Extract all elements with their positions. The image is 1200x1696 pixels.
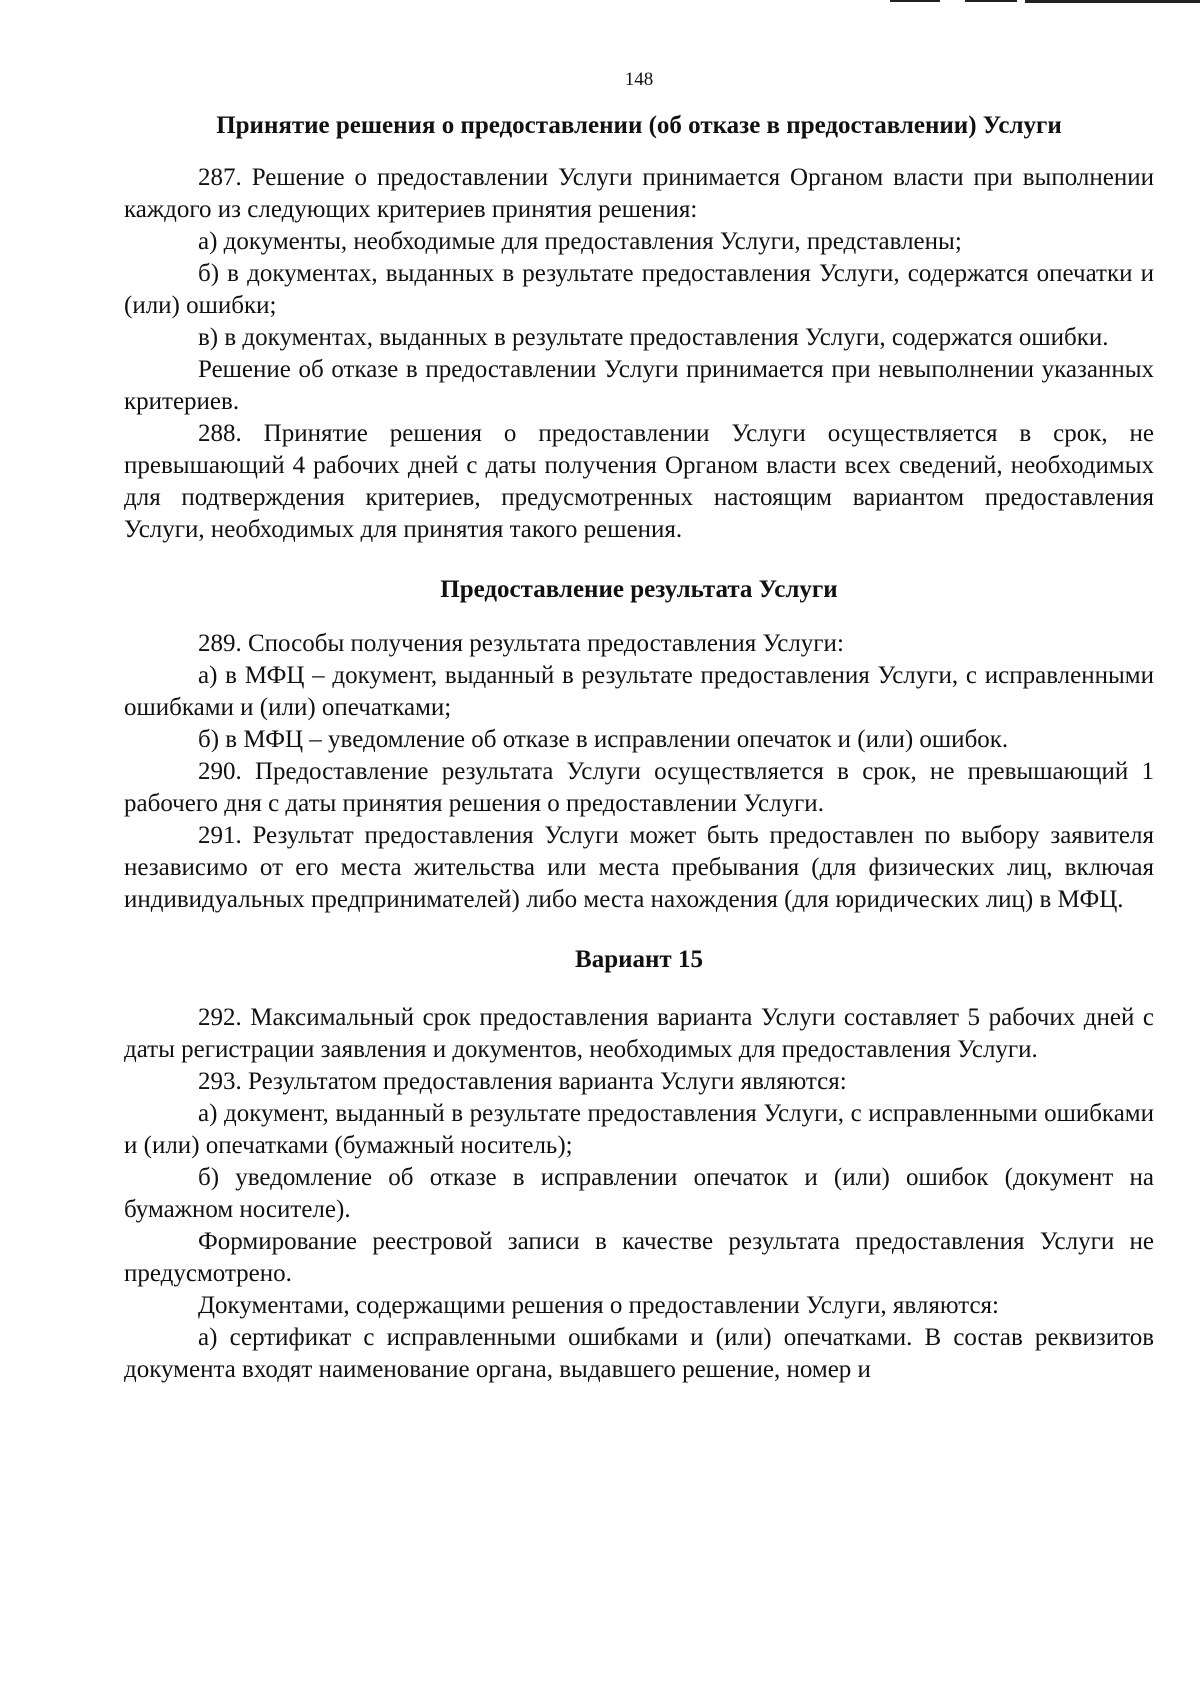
paragraph-certificate: а) сертификат с исправленными ошибками и (или) опечатками. В состав реквизитов документа входят наименование органа, выдавшего решение, номер и [124, 1324, 1154, 1383]
scan-edge-mark [1025, 0, 1200, 3]
paragraph-289: 289. Способы получения результата предоставления Услуги: [198, 630, 844, 657]
page-number: 148 [624, 69, 654, 90]
paragraph-289-a: а) в МФЦ – документ, выданный в результате предоставления Услуги, с исправленными ошибками и (или) опечатками; [124, 662, 1154, 721]
paragraph-refusal: Решение об отказе в предоставлении Услуги принимается при невыполнении указанных критериев. [124, 356, 1154, 415]
paragraph-288: 288. Принятие решения о предоставлении Услуги осуществляется в срок, не превышающий 4 рабочих дней с даты получения Органом власти всех сведений, необходимых для подтверждения критериев, предусмотренных настоящим вариантом предоставления Услуги, необходимых для принятия такого решения. [124, 420, 1154, 543]
document-page [124, 68, 1154, 1386]
paragraph-291: 291. Результат предоставления Услуги может быть предоставлен по выбору заявителя независимо от его места жительства или места пребывания (для физических лиц, включая индивидуальных предпринимателей) либо места нахождения (для юридических лиц) в МФЦ. [124, 822, 1154, 913]
paragraph-287-v: в) в документах, выданных в результате предоставления Услуги, содержатся ошибки. [198, 324, 1109, 351]
scan-edge-mark [965, 0, 1017, 2]
paragraph-293-b: б) уведомление об отказе в исправлении опечаток и (или) ошибок (документ на бумажном носителе). [124, 1164, 1154, 1223]
paragraph-287: 287. Решение о предоставлении Услуги принимается Органом власти при выполнении каждого из следующих критериев принятия решения: [124, 164, 1154, 223]
paragraph-293: 293. Результатом предоставления варианта Услуги являются: [198, 1068, 847, 1095]
paragraph-287-b: б) в документах, выданных в результате предоставления Услуги, содержатся опечатки и (или) ошибки; [124, 260, 1154, 319]
scan-edge-mark [890, 0, 940, 2]
section-heading-decision: Принятие решения о предоставлении (об отказе в предоставлении) Услуги [216, 112, 1062, 139]
paragraph-registry: Формирование реестровой записи в качестве результата предоставления Услуги не предусмотрено. [124, 1228, 1154, 1287]
paragraph-289-b: б) в МФЦ – уведомление об отказе в исправлении опечаток и (или) ошибок. [198, 726, 1009, 753]
paragraph-293-a: а) документ, выданный в результате предоставления Услуги, с исправленными ошибками и (или) опечатками (бумажный носитель); [124, 1100, 1154, 1159]
section-heading-variant: Вариант 15 [575, 946, 703, 973]
paragraph-290: 290. Предоставление результата Услуги осуществляется в срок, не превышающий 1 рабочего дня с даты принятия решения о предоставлении Услуги. [124, 758, 1154, 817]
paragraph-292: 292. Максимальный срок предоставления варианта Услуги составляет 5 рабочих дней с даты регистрации заявления и документов, необходимых для предоставления Услуги. [124, 1004, 1154, 1063]
paragraph-287-a: а) документы, необходимые для предоставления Услуги, представлены; [198, 228, 962, 255]
paragraph-documents: Документами, содержащими решения о предоставлении Услуги, являются: [198, 1292, 999, 1319]
section-heading-result: Предоставление результата Услуги [440, 576, 838, 603]
